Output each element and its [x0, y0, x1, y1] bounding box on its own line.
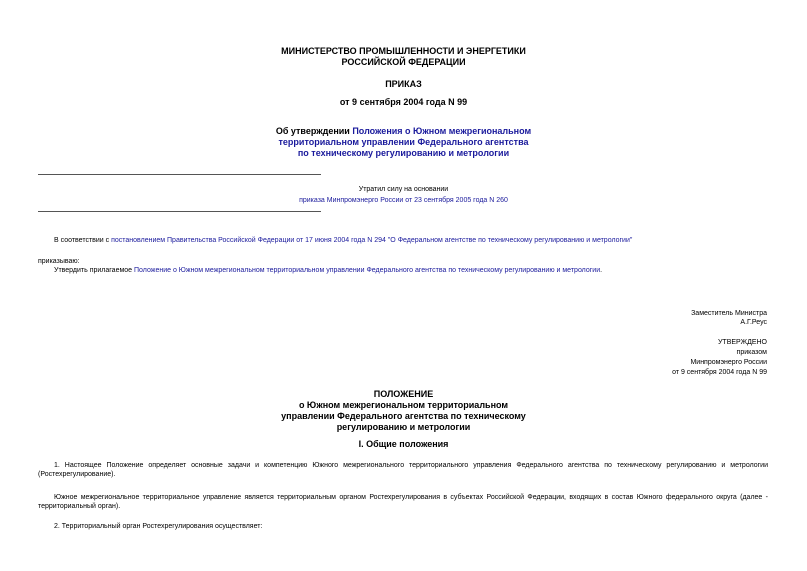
- regulation-title-1: ПОЛОЖЕНИЕ: [373, 389, 434, 399]
- approval-line-2: приказом: [736, 349, 767, 356]
- status-text: Утратил силу на основании: [358, 186, 449, 193]
- signature-position: Заместитель Министра: [691, 310, 767, 317]
- regulation-title-3: управлении Федерального агентства по техническому: [281, 411, 526, 421]
- preamble: [54, 236, 774, 245]
- approval-line-3: Минпромэнерго России: [690, 359, 767, 366]
- approve-link[interactable]: Положение о Южном межрегиональном территориальном управлении Федерального агентства по техническому регулированию и метрологии: [134, 267, 601, 274]
- ministry-line-2: РОССИЙСКОЙ ФЕДЕРАЦИИ: [341, 57, 466, 67]
- paragraph-2: Южное межрегиональное территориальное управление является территориальным органом Ростехрегулирования в субъектах Российской Федерации, входящих в состав Южного федерального округа (далее - территориальный орган).: [38, 494, 768, 510]
- title-link-line-2[interactable]: территориальном управлении Федерального агентства: [278, 137, 529, 147]
- approve-sentence: [54, 266, 774, 275]
- order-word: приказываю:: [38, 258, 80, 265]
- preamble-prefix: В соответствии с: [54, 237, 112, 244]
- title-link-line-3[interactable]: по техническому регулированию и метрологии: [297, 148, 510, 158]
- divider-top: [38, 174, 321, 175]
- preamble-link[interactable]: постановлением Правительства Российской Федерации от 17 июня 2004 года N 294 "О Федеральном агентстве по техническому регулированию и метрологии": [111, 237, 633, 244]
- doc-title: [0, 126, 807, 137]
- section-heading: I. Общие положения: [358, 439, 449, 449]
- title-link-line-1[interactable]: Положения о Южном межрегиональном: [352, 126, 532, 136]
- paragraph-3: 2. Территориальный орган Ростехрегулирования осуществляет:: [54, 523, 263, 530]
- regulation-title-2: о Южном межрегиональном территориальном: [298, 400, 509, 410]
- regulation-title-4: регулированию и метрологии: [336, 422, 471, 432]
- divider-bottom: [38, 211, 321, 212]
- paragraph-1: 1. Настоящее Положение определяет основные задачи и компетенцию Южного межрегионального территориального управления Федерального агентства по техническому регулированию и метрологии (Ростехрегулирование).: [38, 462, 768, 478]
- signature-name: А.Г.Реус: [740, 319, 767, 326]
- approval-line-4: от 9 сентября 2004 года N 99: [672, 369, 767, 376]
- approve-prefix: Утвердить прилагаемое: [54, 267, 135, 274]
- ministry-line-1: МИНИСТЕРСТВО ПРОМЫШЛЕННОСТИ И ЭНЕРГЕТИКИ: [281, 46, 526, 56]
- doc-date: от 9 сентября 2004 года N 99: [339, 97, 468, 107]
- doc-type: ПРИКАЗ: [385, 79, 422, 89]
- title-prefix: Об утверждении: [275, 126, 353, 136]
- approval-line-1: УТВЕРЖДЕНО: [717, 339, 767, 346]
- status-link[interactable]: приказа Минпромэнерго России от 23 сентября 2005 года N 260: [299, 197, 508, 204]
- approve-suffix: .: [600, 267, 603, 274]
